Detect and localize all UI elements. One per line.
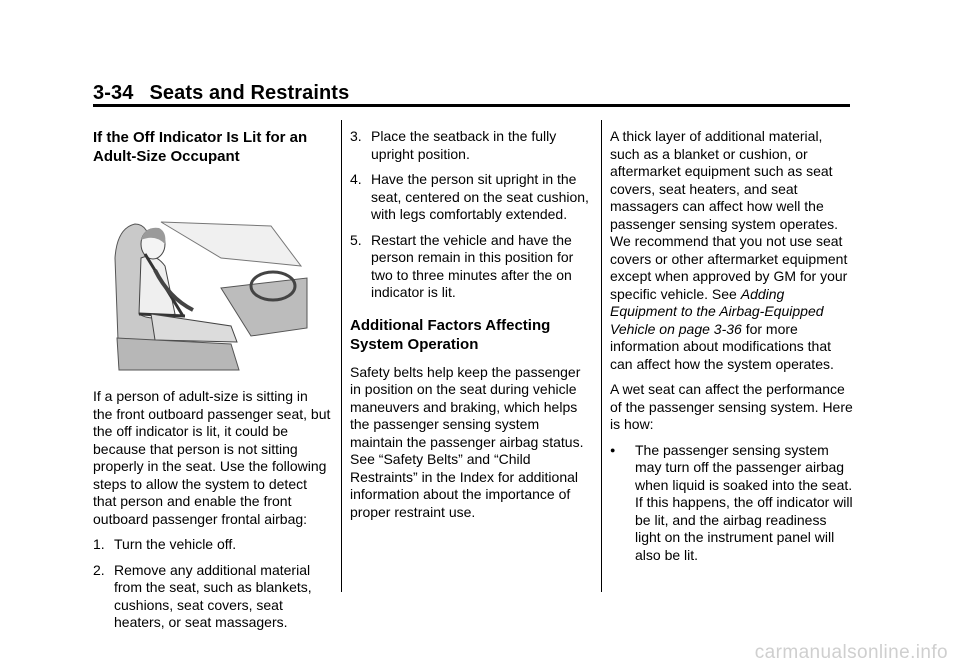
page-number: 3-34 (93, 82, 134, 104)
page-header (93, 82, 349, 105)
safety-belts-paragraph: Safety belts help keep the passenger in position on the seat during vehicle maneuvers and braking, which helps the passenger sensing system maintain the passenger airbag status. See “Safety Belts” and “Child Restraints” in the Index for additional information about the importance of proper restraint use. (350, 363, 584, 520)
bullet-icon: ● (610, 444, 616, 455)
step-number: 4. (350, 171, 362, 187)
occupant-illustration (111, 218, 311, 376)
step-number: 5. (350, 231, 362, 248)
additional-factors-heading: Additional Factors Affecting System Operation (350, 316, 551, 353)
list-item (350, 171, 590, 224)
bullet-text: The passenger sensing system may turn off the passenger airbag when liquid is soaked into the seat. If this happens, the off indicator will be lit, and the airbag readiness light on the instrument panel will also be lit. (635, 441, 853, 563)
list-item (350, 128, 590, 163)
list-item (93, 536, 331, 554)
intro-paragraph: If a person of adult-size is sitting in the front outboard passenger seat, but the off indicator is lit, it could be because that person is not sitting properly in the seat. Use the following steps to allow the system to detect that person and enable the front outboard passenger frontal airbag: (93, 388, 331, 527)
list-item (610, 442, 855, 565)
step-text: Turn the vehicle off. (114, 536, 237, 552)
column-divider-2 (601, 120, 602, 592)
column-divider-1 (341, 120, 342, 592)
section-title: Seats and Restraints (149, 82, 350, 104)
column-2 (350, 128, 590, 529)
step-number: 3. (350, 128, 362, 144)
step-number: 2. (93, 561, 105, 578)
step-text: Have the person sit upright in the seat, centered on the seat cushion, with legs comfortably extended. (371, 171, 589, 222)
header-rule (93, 104, 850, 107)
thick-layer-paragraph (610, 128, 855, 373)
off-indicator-heading: If the Off Indicator Is Lit for an Adult-Size Occupant (93, 129, 308, 165)
paragraph-text: A thick layer of additional material, such as a blanket or cushion, or aftermarket equipment such as seat covers, seat heaters, and seat massagers can affect how well the passenger sensing system operates. We recommend that you not use seat covers or other aftermarket equipment except when approved by GM for your specific vehicle. See (610, 128, 848, 302)
step-text: Restart the vehicle and have the person remain in this position for two to three minutes after the on indicator is lit. (371, 231, 574, 300)
list-item (93, 562, 331, 632)
column-1 (93, 128, 331, 640)
paragraph-text: for more information about modifications that can affect how the system operates. (610, 320, 834, 372)
adding-equipment-link[interactable]: Adding Equipment to the Airbag-Equipped Vehicle on page 3-36 (610, 285, 824, 337)
seated-occupant-image (111, 218, 311, 376)
watermark: carmanualsonline.info (754, 642, 948, 663)
step-number: 1. (93, 536, 105, 552)
column-3 (610, 128, 855, 572)
step-text: Place the seatback in the fully upright position. (371, 128, 557, 162)
wet-seat-paragraph: A wet seat can affect the performance of the passenger sensing system. Here is how: (610, 381, 853, 432)
list-item (350, 232, 590, 302)
step-text: Remove any additional material from the seat, such as blankets, cushions, seat covers, seat heaters, or seat massagers. (114, 561, 312, 630)
